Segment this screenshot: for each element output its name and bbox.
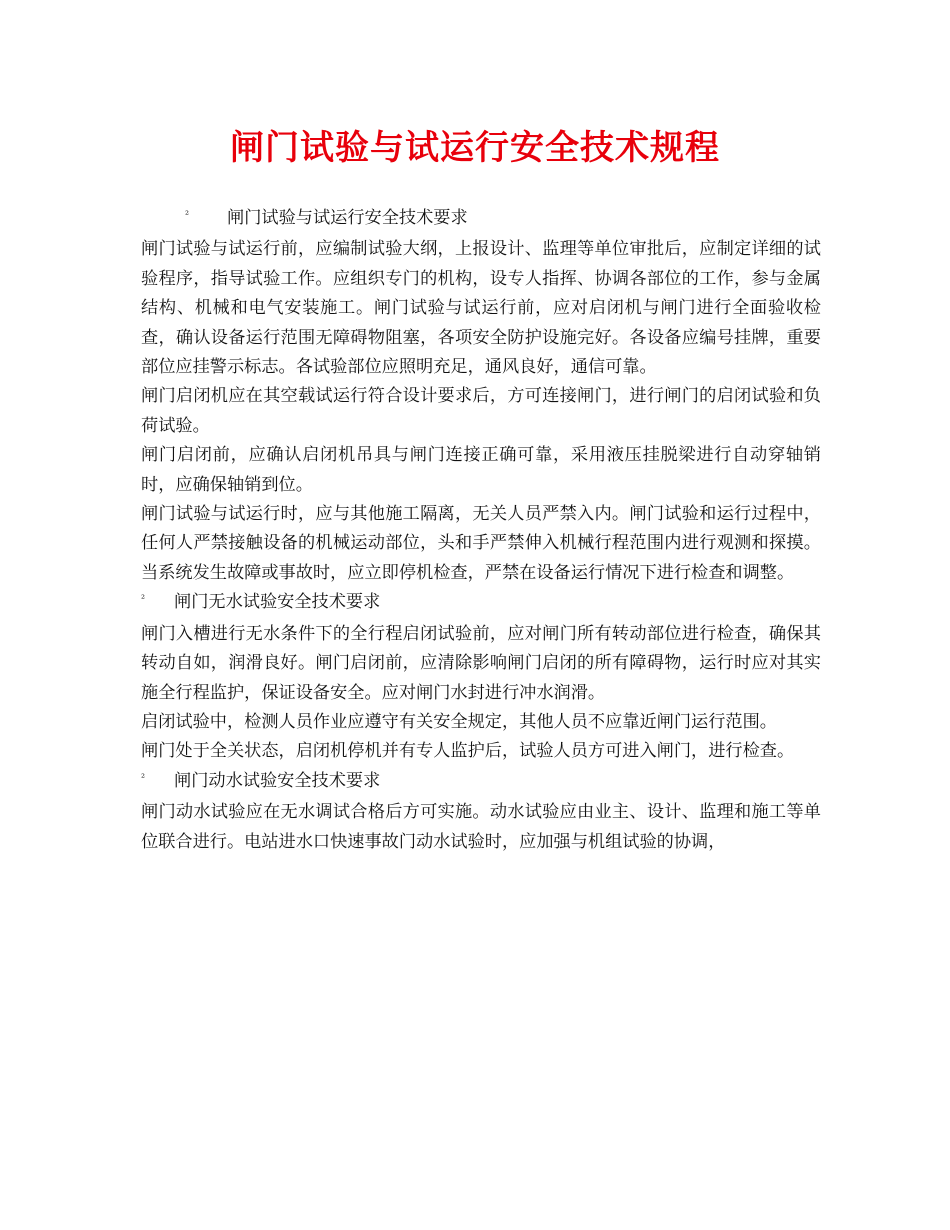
page-title: 闸门试验与试运行安全技术规程: [230, 128, 720, 168]
section-heading-text: 闸门无水试验安全技术要求: [174, 592, 381, 613]
section-heading-2: [141, 588, 821, 619]
document-body: [141, 204, 821, 857]
section-heading-text: 闸门动水试验安全技术要求: [174, 770, 381, 791]
section-heading-3: [141, 767, 821, 798]
bullet-icon: ²: [141, 772, 146, 784]
paragraph: 闸门试验与试运行时，应与其他施工隔离，无关人员严禁入内。闸门试验和运行过程中，任何人严禁接触设备的机械运动部位，头和手严禁伸入机械行程范围内进行观测和探摸。当系统发生故障或事故时，应立即停机检查，严禁在设备运行情况下进行检查和调整。: [141, 504, 821, 583]
paragraph: 闸门启闭机应在其空载试运行符合设计要求后，方可连接闸门，进行闸门的启闭试验和负荷试验。: [141, 386, 821, 436]
paragraph: 闸门处于全关状态，启闭机停机并有专人监护后，试验人员方可进入闸门，进行检查。: [141, 741, 795, 762]
paragraph: 闸门入槽进行无水条件下的全行程启闭试验前，应对闸门所有转动部位进行检查，确保其转动自如，润滑良好。闸门启闭前，应清除影响闸门启闭的所有障碍物，运行时应对其实施全行程监护，保证设备安全。应对闸门水封进行冲水润滑。: [141, 623, 821, 703]
paragraph: 闸门试验与试运行前，应编制试验大纲，上报设计、监理等单位审批后，应制定详细的试验程序，指导试验工作。应组织专门的机构，设专人指挥、协调各部位的工作，参与金属结构、机械和电气安装施工。闸门试验与试运行前，应对启闭机与闸门进行全面验收检查，确认设备运行范围无障碍物阻塞，各项安全防护设施完好。各设备应编号挂牌，重要部位应挂警示标志。各试验部位应照明充足，通风良好，通信可靠。: [141, 239, 821, 378]
bullet-icon: ²: [141, 594, 146, 606]
section-heading-1: [141, 204, 821, 235]
paragraph: 闸门启闭前，应确认启闭机吊具与闸门连接正确可靠，采用液压挂脱梁进行自动穿轴销时，应确保轴销到位。: [141, 445, 821, 495]
paragraph: 启闭试验中，检测人员作业应遵守有关安全规定，其他人员不应靠近闸门运行范围。: [141, 711, 777, 732]
bullet-icon: ²: [185, 210, 190, 221]
section-heading-text: 闸门试验与试运行安全技术要求: [227, 208, 468, 228]
paragraph: 闸门动水试验应在无水调试合格后方可实施。动水试验应由业主、设计、监理和施工等单位联合进行。电站进水口快速事故门动水试验时，应加强与机组试验的协调，: [141, 802, 821, 852]
